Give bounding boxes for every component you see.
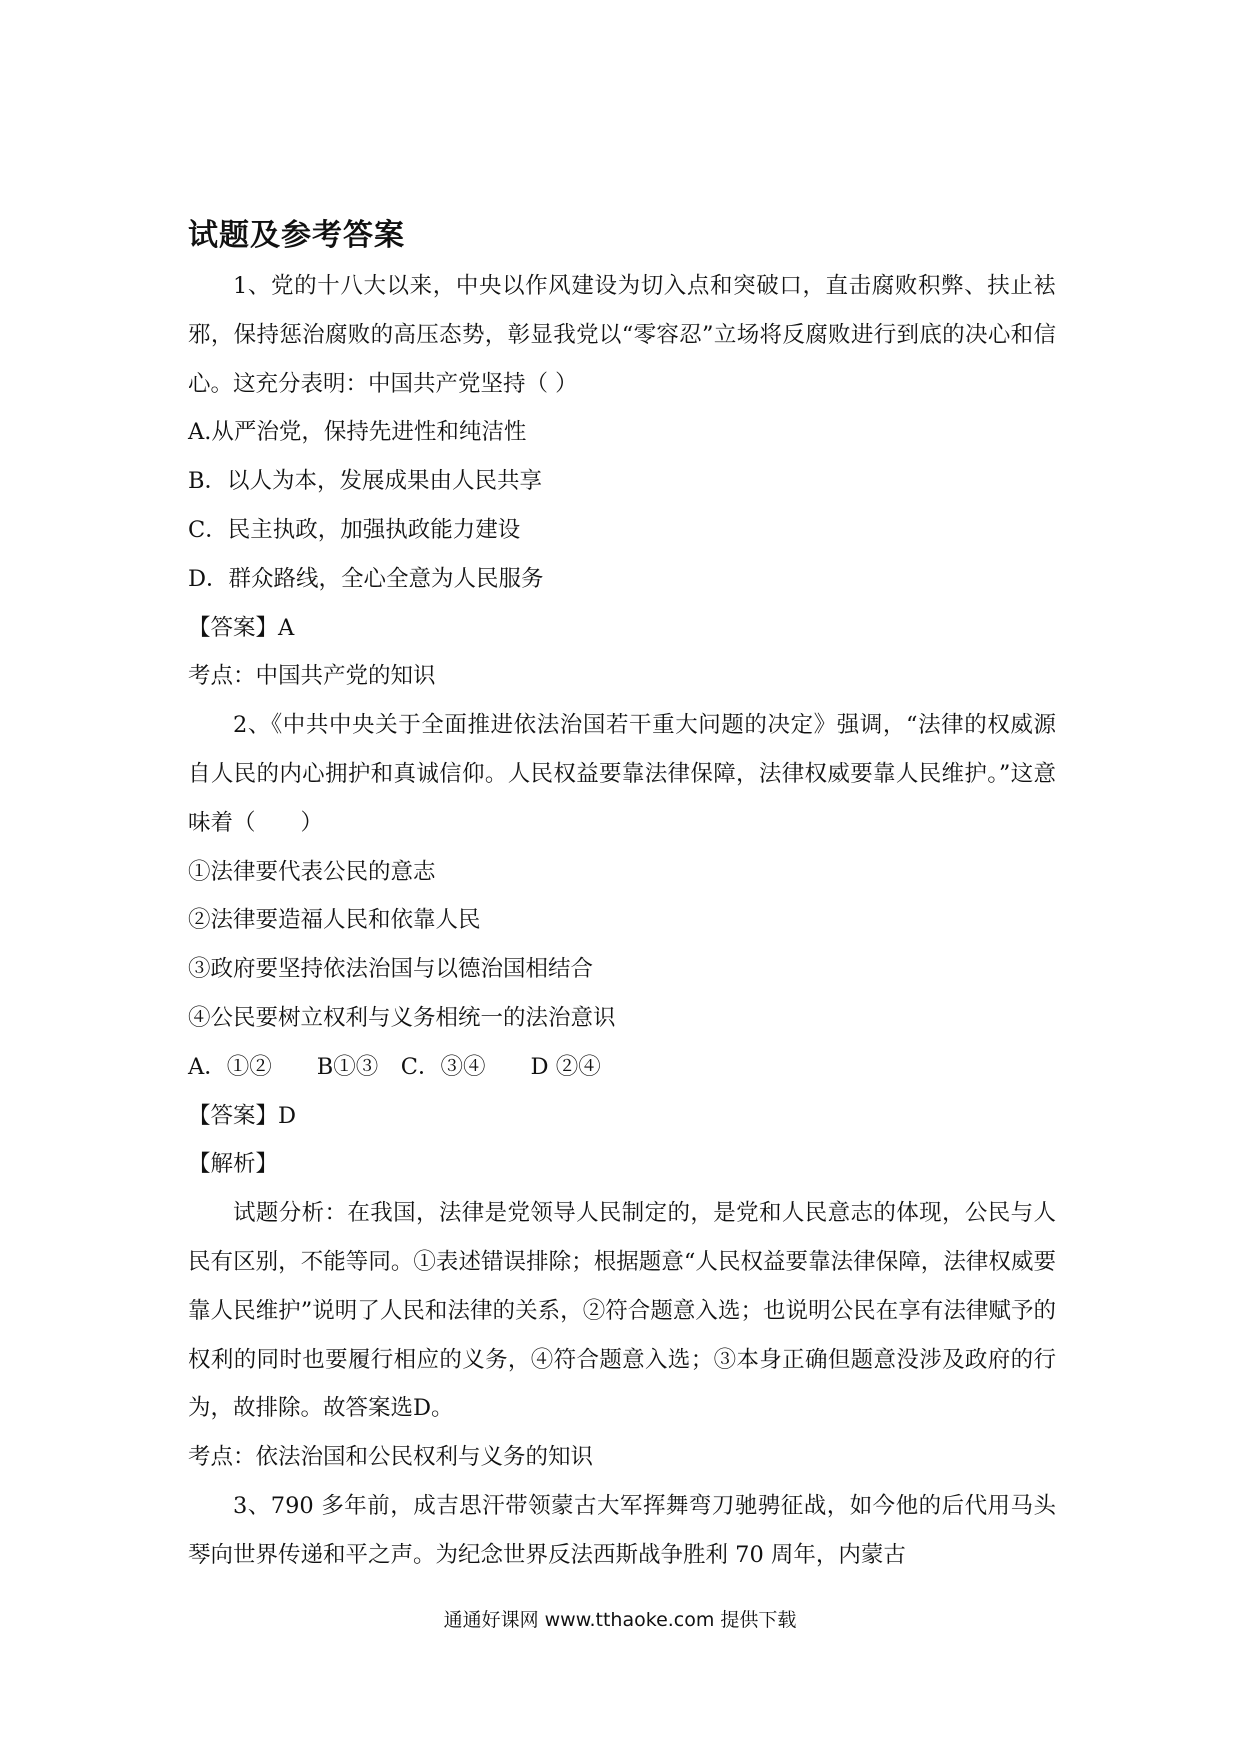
q1-answer: 【答案】A (188, 614, 295, 641)
q1-stem: 1、党的十八大以来，中央以作风建设为切入点和突破口，直击腐败积弊、扶止袪邪，保持惩治腐败的高压态势，彰显我党以“零容忍”立场将反腐败进行到底的决心和信心。这充分表明：中国共产党坚持（ ） (188, 273, 1056, 397)
q2-item-4: ④公民要树立权利与义务相统一的法治意识 (188, 1004, 616, 1031)
q2-point: 考点：依法治国和公民权利与义务的知识 (188, 1444, 594, 1471)
q2-analysis-label: 【解析】 (188, 1151, 279, 1178)
q2-analysis: 试题分析：在我国，法律是党领导人民制定的，是党和人民意志的体现，公民与人民有区别，不能等同。①表述错误排除；根据题意“人民权益要靠法律保障，法律权威要靠人民维护”说明了人民和法律的关系，②符合题意入选；也说明公民在享有法律赋予的权利的同时也要履行相应的义务，④符合题意入选；③本身正确但题意没涉及政府的行为，故排除。故答案选D。 (188, 1200, 1056, 1422)
q2-item-1: ①法律要代表公民的意志 (188, 858, 436, 885)
q2-item-2: ②法律要造福人民和依靠人民 (188, 907, 481, 934)
q2-answer: 【答案】D (188, 1102, 297, 1129)
q3-stem: 3、790 多年前，成吉思汗带领蒙古大军挥舞弯刀驰骋征战，如今他的后代用马头琴向世界传递和平之声。为纪念世界反法西斯战争胜利 70 周年，内蒙古 (188, 1492, 1056, 1568)
q1-option-a: A.从严治党，保持先进性和纯洁性 (188, 419, 527, 446)
footer-download-note: 通通好课网 www.tthaoke.com 提供下载 (443, 1609, 797, 1631)
q1-option-d: D．群众路线，全心全意为人民服务 (188, 565, 544, 592)
q1-option-b: B．以人为本，发展成果由人民共享 (188, 468, 543, 495)
page-title: 试题及参考答案 (188, 218, 405, 253)
q2-stem: 2、《中共中央关于全面推进依法治国若干重大问题的决定》强调，“法律的权威源自人民的内心拥护和真诚信仰。人民权益要靠法律保障，法律权威要靠人民维护。”这意味着（ ） (188, 712, 1056, 836)
question-content (188, 262, 1056, 1580)
q1-point: 考点：中国共产党的知识 (188, 663, 436, 690)
q2-choices: A．①② B①③ C．③④ D ②④ (188, 1053, 601, 1080)
q2-item-3: ③政府要坚持依法治国与以德治国相结合 (188, 956, 594, 983)
q1-option-c: C．民主执政，加强执政能力建设 (188, 516, 521, 543)
